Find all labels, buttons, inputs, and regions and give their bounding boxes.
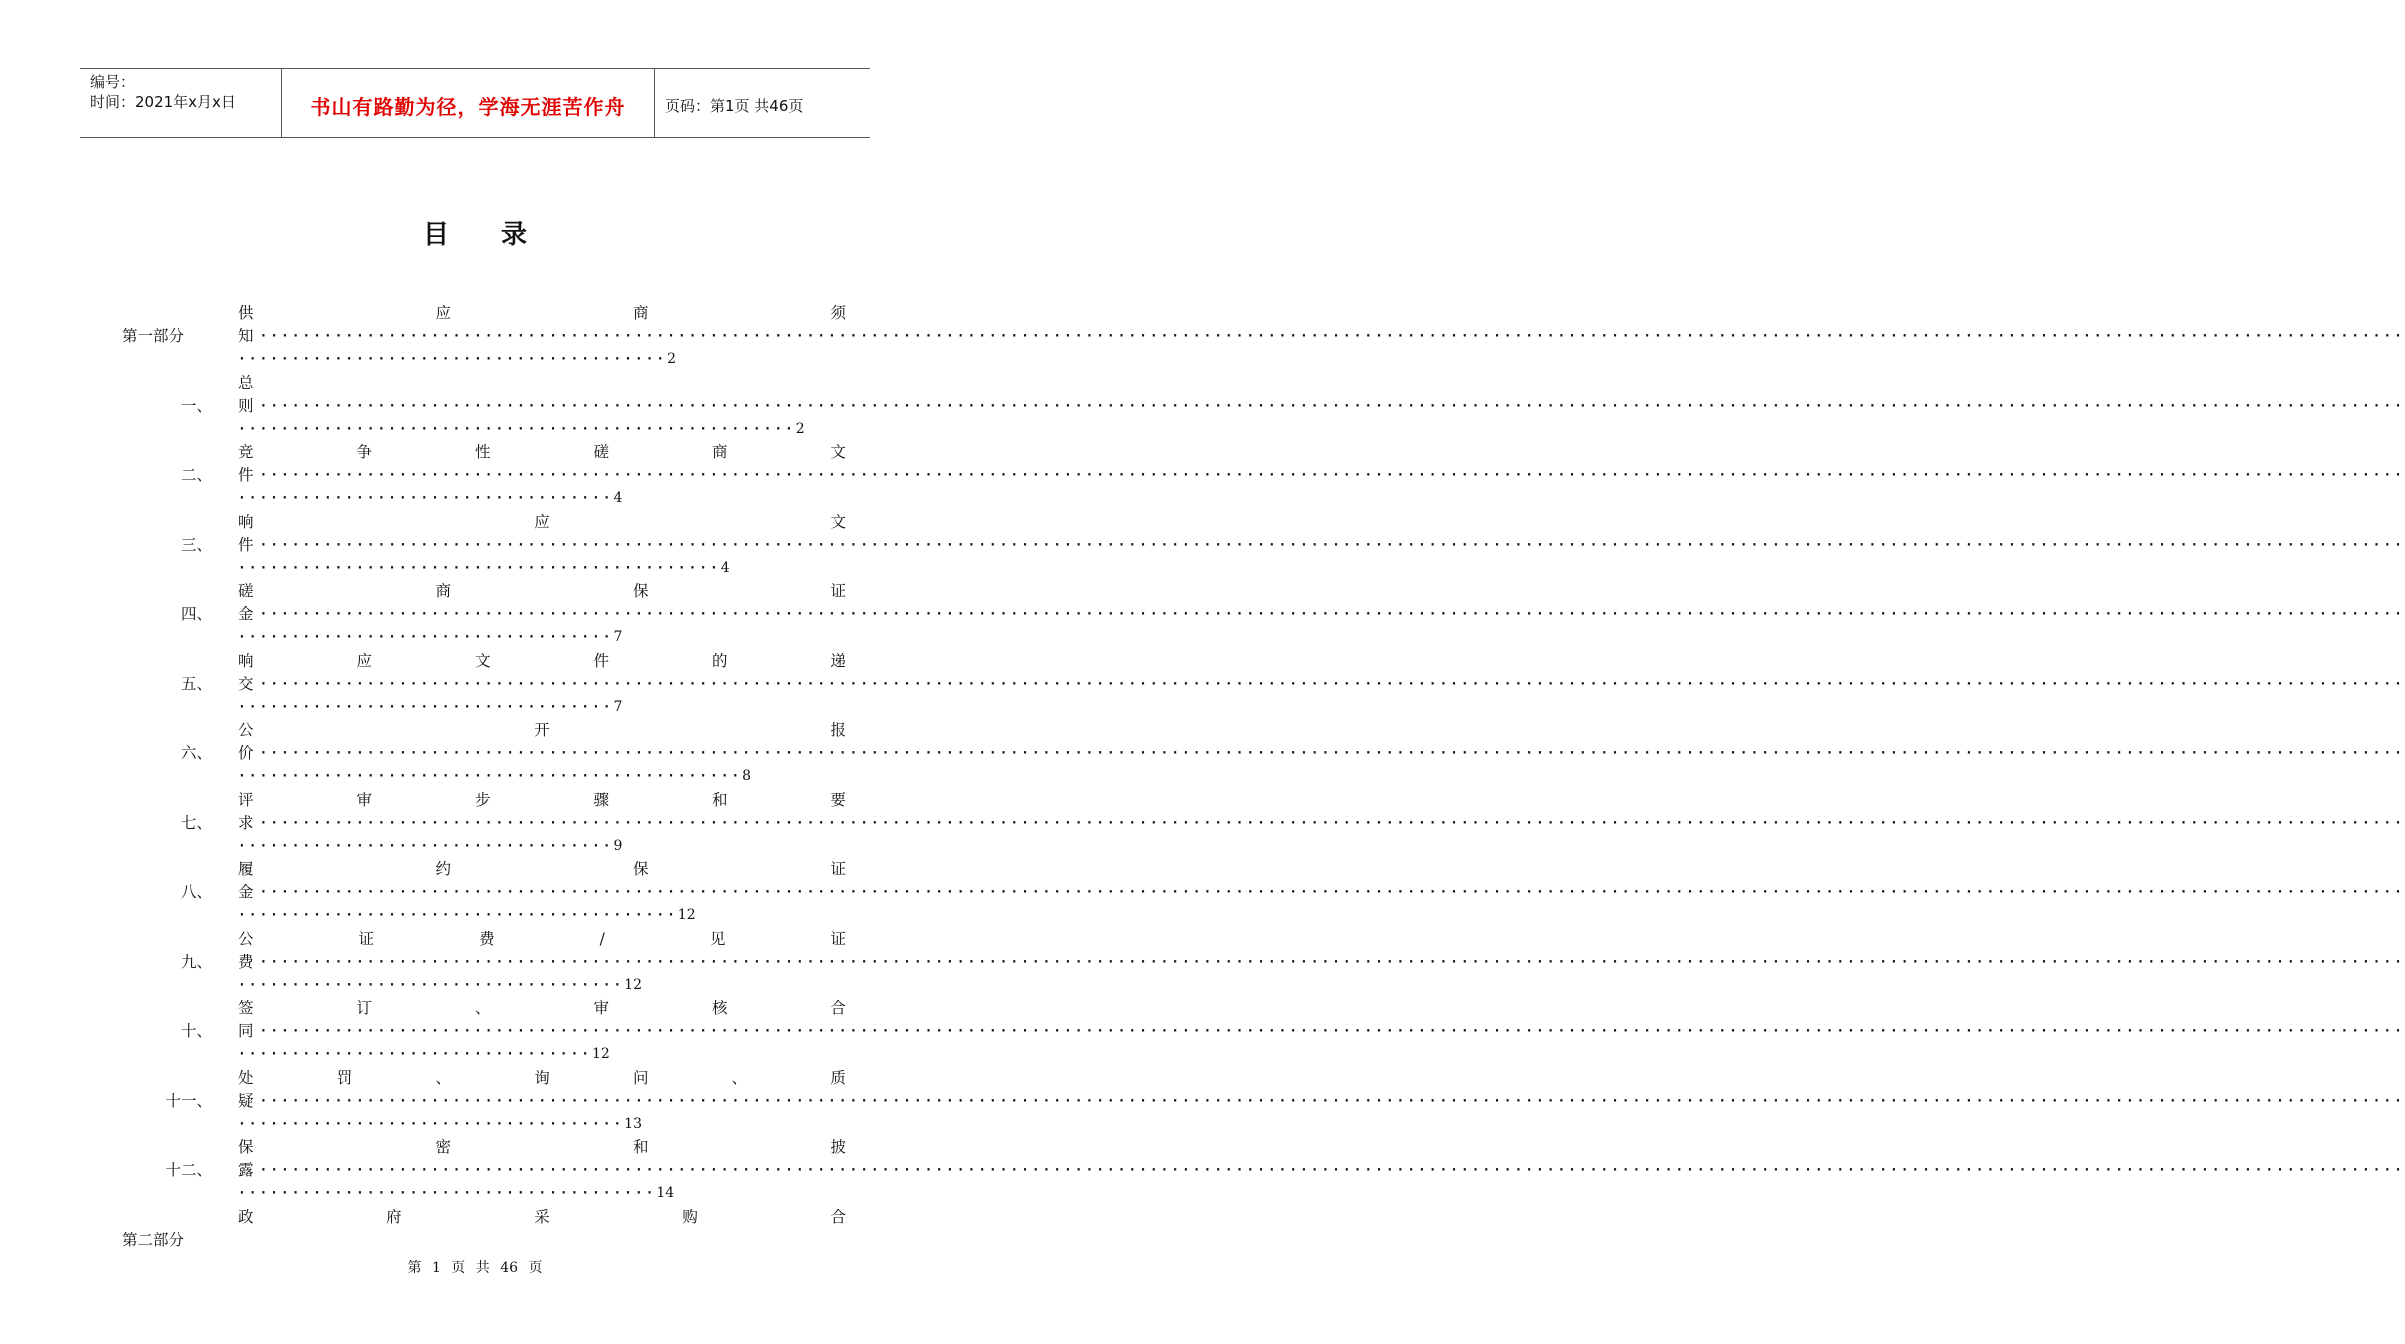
toc-title-char: 文: [474, 651, 491, 670]
toc-title-char: 同: [238, 1022, 254, 1040]
toc-title-char: 供: [238, 304, 254, 322]
toc-entry-number: 六、: [180, 744, 212, 762]
leader-dots: ········································: [238, 352, 668, 367]
toc-title-char: 审: [593, 999, 609, 1017]
toc-title-char: 问: [632, 1068, 649, 1087]
toc-title-char: 总: [238, 373, 254, 392]
toc-entry-title-line: [238, 1136, 846, 1159]
leader-dots: ········································································································································································································: [259, 815, 2405, 831]
toc-title-char: 和: [632, 1138, 649, 1156]
leader-dots: ····································: [238, 1116, 625, 1132]
toc-entry-leader-line: [238, 1020, 2405, 1043]
toc-title-char: 交: [238, 674, 254, 693]
leader-dots: ·········································: [238, 908, 678, 923]
toc-title-char: 处: [238, 1068, 254, 1087]
toc-entry-title-line: [238, 1067, 846, 1090]
toc-title-char: 件: [238, 466, 254, 484]
toc-page-number: 12: [624, 976, 642, 993]
leader-dots: ········································································································································································································: [259, 1093, 2405, 1109]
toc-entry[interactable]: [0, 302, 2405, 372]
toc-entry[interactable]: [0, 858, 2405, 928]
toc-entry-page-line: [238, 904, 846, 927]
toc-title-char: 订: [356, 999, 372, 1017]
header-page-info: 页码：第1页 共46页: [665, 96, 804, 115]
header-meta: [80, 69, 282, 137]
leader-dots: ···································: [238, 630, 614, 645]
toc-title-char: 费: [479, 929, 495, 948]
toc-entry-number: 七、: [180, 813, 212, 832]
toc-entry-page-line: [238, 1113, 846, 1136]
toc-entry-title-line: [238, 858, 846, 881]
toc-page-number: 7: [613, 629, 623, 645]
leader-dots: ···································: [238, 491, 614, 506]
toc-entry[interactable]: [0, 1067, 2405, 1137]
toc-entry-title-line: [238, 719, 846, 742]
toc-entry-leader-line: [238, 1090, 2405, 1113]
toc-title-char: 响: [238, 651, 254, 670]
toc-entry-leader-line: [238, 742, 2405, 765]
toc-page-number: 4: [613, 490, 623, 506]
leader-dots: ········································································································································································································: [259, 607, 2405, 622]
toc-entry-page-line: [238, 835, 846, 858]
leader-dots: ········································································································································································································: [259, 1163, 2405, 1178]
toc-title-char: 公: [238, 721, 254, 739]
toc-title-char: 疑: [238, 1091, 254, 1110]
toc-title-char: 密: [435, 1138, 451, 1156]
toc-title-char: 报: [830, 721, 846, 739]
toc-entry-page-line: [238, 626, 846, 649]
toc-title-char: 质: [830, 1068, 846, 1087]
toc-entry-leader-line: [238, 951, 2405, 974]
toc-title-char: 则: [238, 396, 254, 415]
leader-dots: ····················································: [238, 421, 796, 437]
toc-entry-number: 九、: [180, 952, 212, 971]
toc-title-char: 开: [534, 721, 550, 739]
toc-entry-number: 第一部分: [122, 327, 185, 345]
toc-entry-number: 五、: [180, 674, 212, 693]
toc-entry-leader-line: [238, 673, 2405, 696]
toc-entry-title-line: [238, 580, 846, 603]
toc-title-char: 文: [830, 443, 846, 461]
toc-entry-number: 十一、: [165, 1091, 212, 1110]
toc-entry-page-line: [238, 1182, 846, 1205]
toc-entry-number: 四、: [180, 605, 212, 623]
toc-title-char: 政: [238, 1207, 254, 1226]
toc-title-char: 核: [711, 999, 728, 1017]
toc-entry-page-line: [238, 418, 846, 441]
toc-entry-page-line: [238, 974, 846, 997]
toc-title-char: 评: [238, 790, 254, 809]
leader-dots: ········································································································································································································: [259, 885, 2405, 900]
toc-title-char: 费: [238, 952, 254, 971]
toc-title-char: 的: [711, 651, 728, 670]
toc-title-char: 保: [632, 582, 649, 600]
toc-entry[interactable]: [0, 719, 2405, 789]
leader-dots: ········································································································································································································: [259, 746, 2405, 761]
toc-title-char: 知: [238, 327, 254, 345]
toc-title-char: 保: [632, 860, 649, 878]
toc-title-char: 、: [435, 1068, 451, 1087]
toc-title-char: 证: [830, 929, 846, 948]
toc-title-char: 证: [830, 582, 846, 600]
toc-page-number: 2: [795, 420, 805, 437]
toc-page-number: 12: [677, 907, 696, 923]
toc-entry-page-line: [238, 487, 846, 510]
toc-entry[interactable]: [0, 650, 2405, 720]
toc-page-number: 7: [613, 698, 623, 715]
toc-entry-leader-line: [238, 464, 2405, 487]
toc-title-char: 磋: [238, 582, 254, 600]
page-title: 目录: [422, 220, 579, 250]
toc-title-char: 履: [238, 860, 254, 878]
toc-page-number: 8: [742, 768, 752, 784]
toc-entry-number: 十二、: [165, 1161, 212, 1179]
toc-entry[interactable]: [0, 997, 2405, 1067]
toc-title-char: 合: [830, 1207, 846, 1226]
toc-entry-number: 一、: [180, 396, 212, 415]
toc-title-char: 约: [435, 860, 451, 878]
toc-entry-page-line: [238, 765, 846, 788]
leader-dots: ········································································································································································································: [259, 537, 2405, 553]
leader-dots: ········································································································································································································: [259, 468, 2405, 483]
leader-dots: ·································: [238, 1047, 592, 1062]
toc-title-char: 审: [356, 790, 372, 809]
toc-entry-title-line: [238, 928, 846, 951]
toc-title-char: 证: [830, 860, 846, 878]
toc-title-char: 公: [238, 929, 254, 948]
toc-entry-page-line: [238, 348, 846, 371]
leader-dots: ········································································································································································································: [259, 398, 2405, 414]
toc-entry-leader-line: [238, 534, 2405, 557]
toc-entry-leader-line: [238, 395, 2405, 418]
toc-entry-title-line: [238, 789, 846, 812]
toc-entry-title-line: [238, 650, 846, 673]
toc-title-char: 罚: [336, 1068, 353, 1087]
leader-dots: ········································································································································································································: [259, 954, 2405, 970]
toc-entry[interactable]: [0, 789, 2405, 859]
toc-title-char: 询: [534, 1068, 550, 1087]
toc-title-char: 金: [238, 883, 254, 901]
toc-title-char: 骤: [593, 790, 609, 809]
toc-entry-number: 三、: [180, 535, 212, 554]
toc-title-char: 签: [238, 999, 254, 1017]
leader-dots: ···································: [238, 838, 614, 854]
header-number-label: 编号：: [90, 73, 136, 91]
toc-title-char: 应: [356, 651, 372, 670]
toc-title-char: 露: [238, 1161, 254, 1179]
toc-entry-title-line: [238, 372, 846, 395]
toc-title-char: 响: [238, 512, 254, 531]
header-time-label: 时间：2021年x月x日: [90, 93, 236, 111]
toc-title-char: 采: [534, 1207, 550, 1226]
toc-page-number: 12: [591, 1046, 610, 1062]
toc-title-char: 须: [830, 304, 846, 322]
leader-dots: ····································: [238, 977, 625, 993]
toc-title-char: 商: [632, 304, 649, 322]
toc-entry-leader-line: [238, 325, 2405, 348]
toc-title-char: 性: [474, 443, 491, 461]
toc-title-char: 商: [711, 443, 728, 461]
toc-title-char: 金: [238, 605, 254, 623]
toc-entry[interactable]: [0, 511, 2405, 581]
toc-title-char: 文: [830, 512, 846, 531]
leader-dots: ·······································: [238, 1186, 657, 1201]
toc-entry-leader-line: [238, 881, 2405, 904]
toc-title-char: 证: [358, 929, 375, 948]
toc-entry-leader-line: [238, 1159, 2405, 1182]
toc-title-char: 步: [474, 790, 491, 809]
toc-entry-page-line: [238, 557, 846, 580]
toc-entry-leader-line: [238, 812, 2405, 835]
toc-page-number: 2: [667, 351, 676, 367]
toc-entry-title-line: [238, 441, 846, 464]
leader-dots: ········································································································································································································: [259, 676, 2405, 692]
toc-entry-title-line: [238, 302, 846, 325]
toc-title-char: 件: [593, 651, 609, 670]
toc-entry-title-line: [238, 997, 846, 1020]
leader-dots: ···································: [238, 699, 614, 715]
toc-title-char: 递: [830, 651, 846, 670]
toc-title-char: 求: [238, 813, 254, 832]
toc-title-char: 合: [830, 999, 846, 1017]
toc-page-number: 14: [656, 1185, 675, 1201]
toc-title-char: 购: [682, 1207, 698, 1226]
toc-page-number: 9: [613, 837, 623, 854]
toc-page-number: 4: [720, 559, 730, 576]
toc-title-char: 商: [435, 582, 451, 600]
toc-title-char: /: [599, 929, 605, 948]
toc-entry-leader-line: [238, 603, 2405, 626]
document-header: [80, 68, 870, 138]
toc-entry-page-line: [238, 696, 846, 719]
toc-entry-number: 八、: [180, 883, 212, 901]
toc-title-char: 、: [731, 1068, 748, 1087]
toc-title-char: 府: [386, 1207, 402, 1226]
toc-entry[interactable]: [0, 580, 2405, 650]
toc-title-char: 保: [238, 1138, 254, 1156]
toc-title-char: 和: [711, 790, 728, 809]
toc-title-char: 应: [435, 304, 451, 322]
toc-entry[interactable]: [0, 372, 2405, 442]
leader-dots: ···············································: [238, 769, 743, 784]
toc-title-char: 披: [830, 1138, 846, 1156]
leader-dots: ········································································································································································································: [259, 329, 2405, 344]
toc-entry-title-line: [238, 1206, 846, 1229]
toc-title-char: 竞: [238, 443, 254, 461]
toc-entry-title-line: [238, 511, 846, 534]
toc-entry[interactable]: [0, 441, 2405, 511]
toc-title-char: 、: [474, 999, 491, 1017]
leader-dots: ·············································: [238, 560, 721, 576]
toc-entry[interactable]: [0, 1136, 2405, 1206]
table-of-contents: [0, 302, 2405, 1275]
toc-entry-number: 二、: [180, 466, 212, 484]
toc-title-char: 价: [238, 744, 254, 762]
leader-dots: ········································································································································································································: [259, 1024, 2405, 1039]
toc-title-char: 磋: [593, 443, 609, 461]
toc-page-number: 13: [624, 1115, 642, 1132]
toc-title-char: 应: [534, 512, 550, 531]
toc-entry-number: 第二部分: [122, 1230, 185, 1249]
toc-entry-page-line: [238, 1043, 846, 1066]
toc-title-char: 见: [709, 929, 726, 948]
toc-title-char: 要: [830, 790, 846, 809]
toc-entry[interactable]: [0, 928, 2405, 998]
page-footer: 第 1 页 共 46 页: [407, 1260, 543, 1276]
toc-title-char: 件: [238, 535, 254, 554]
toc-title-char: 争: [356, 443, 372, 461]
header-motto: 书山有路勤为径，学海无涯苦作舟: [282, 69, 655, 137]
toc-entry-number: 十、: [180, 1022, 212, 1040]
